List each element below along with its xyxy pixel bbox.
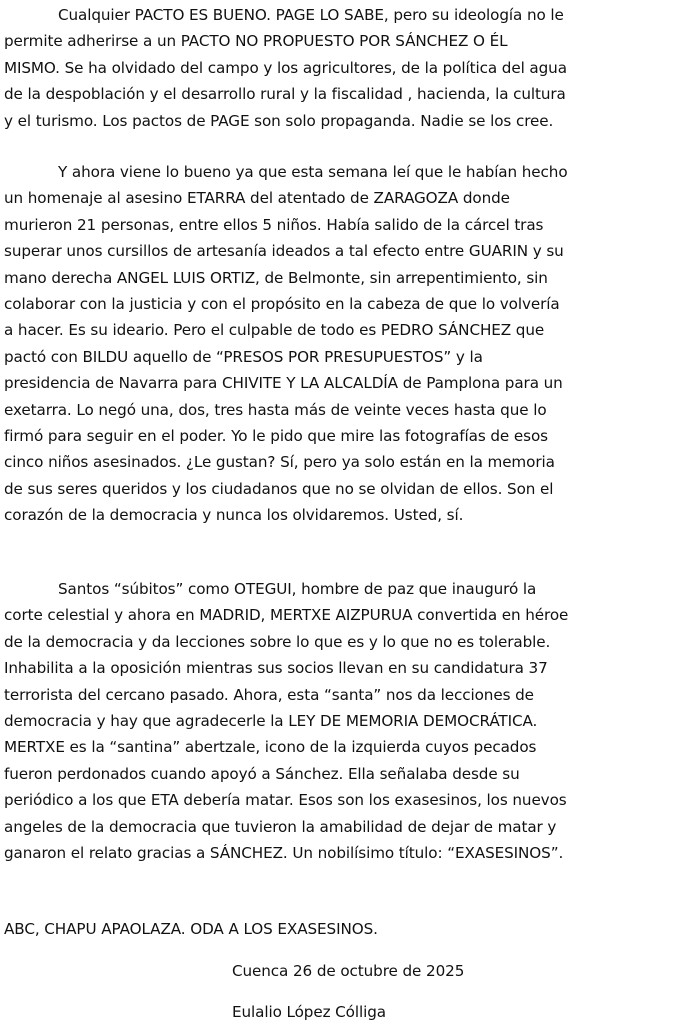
paragraph-1 — [4, 2, 676, 134]
text-line: exetarra. Lo negó una, dos, tres hasta más de veinte veces hasta que lo — [4, 400, 547, 419]
source-reference — [4, 916, 676, 942]
text-line: Y ahora viene lo bueno ya que esta semana leí que le habían hecho — [58, 163, 568, 181]
text-line: de la despoblación y el desarrollo rural y la fiscalidad , hacienda, la cultura — [4, 85, 566, 104]
text-line: presidencia de Navarra para CHIVITE Y LA ALCALDÍA de Pamplona para un — [4, 374, 563, 393]
text-line: Santos “súbitos” como OTEGUI, hombre de paz que inauguró la — [58, 580, 537, 598]
text-line: a hacer. Es su ideario. Pero el culpable de todo es PEDRO SÁNCHEZ que — [4, 321, 545, 340]
author-name: Eulalio López Cólliga — [232, 1003, 386, 1021]
source-line: ABC, CHAPU APAOLAZA. ODA A LOS EXASESINOS. — [4, 920, 378, 938]
text-line: angeles de la democracia que tuvieron la amabilidad de dejar de matar y — [4, 817, 557, 836]
text-line: fueron perdonados cuando apoyó a Sánchez. Ella señalaba desde su — [4, 764, 520, 783]
text-line: democracia y hay que agradecerle la LEY DE MEMORIA DEMOCRÁTICA. — [4, 712, 538, 731]
text-line: pactó con BILDU aquello de “PRESOS POR PRESUPUESTOS” y la — [4, 347, 483, 366]
text-line: periódico a los que ETA debería matar. Esos son los exasesinos, los nuevos — [4, 791, 567, 810]
text-line: de la democracia y da lecciones sobre lo que es y lo que no es tolerable. — [4, 632, 551, 651]
text-line: superar unos cursillos de artesanía ideados a tal efecto entre GUARIN y su — [4, 242, 564, 261]
text-line: terrorista del cercano pasado. Ahora, esta “santa” nos da lecciones de — [4, 685, 534, 704]
text-line: Cualquier PACTO ES BUENO. PAGE LO SABE, pero su ideología no le — [58, 6, 564, 24]
paragraph-3 — [4, 576, 676, 866]
text-line: murieron 21 personas, entre ellos 5 niños. Había salido de la cárcel tras — [4, 215, 544, 234]
author-signature — [232, 999, 532, 1025]
text-line: mano derecha ANGEL LUIS ORTIZ, de Belmonte, sin arrepentimiento, sin — [4, 268, 548, 287]
text-line: MISMO. Se ha olvidado del campo y los agricultores, de la política del agua — [4, 58, 567, 77]
text-line: un homenaje al asesino ETARRA del atentado de ZARAGOZA donde — [4, 189, 510, 208]
text-line: firmó para seguir en el poder. Yo le pido que mire las fotografías de esos — [4, 427, 548, 446]
text-line: ganaron el relato gracias a SÁNCHEZ. Un nobilísimo título: “EXASESINOS”. — [4, 844, 564, 863]
paragraph-2 — [4, 159, 676, 529]
text-line: Inhabilita a la oposición mientras sus socios llevan en su candidatura 37 — [4, 659, 548, 678]
text-line: de sus seres queridos y los ciudadanos que no se olvidan de ellos. Son el — [4, 479, 554, 498]
text-line: corte celestial y ahora en MADRID, MERTXE AIZPURUA convertida en héroe — [4, 606, 569, 625]
text-line: MERTXE es la “santina” abertzale, icono de la izquierda cuyos pecados — [4, 738, 537, 757]
text-line: y el turismo. Los pactos de PAGE son solo propaganda. Nadie se los cree. — [4, 111, 554, 130]
date-text: Cuenca 26 de octubre de 2025 — [232, 962, 465, 980]
text-line: corazón de la democracia y nunca los olvidaremos. Usted, sí. — [4, 506, 464, 525]
text-line: permite adherirse a un PACTO NO PROPUESTO POR SÁNCHEZ O ÉL — [4, 32, 508, 51]
text-line: colaborar con la justicia y con el propósito en la cabeza de que lo volvería — [4, 295, 560, 314]
date-line — [232, 958, 532, 984]
text-line: cinco niños asesinados. ¿Le gustan? Sí, pero ya solo están en la memoria — [4, 453, 555, 472]
